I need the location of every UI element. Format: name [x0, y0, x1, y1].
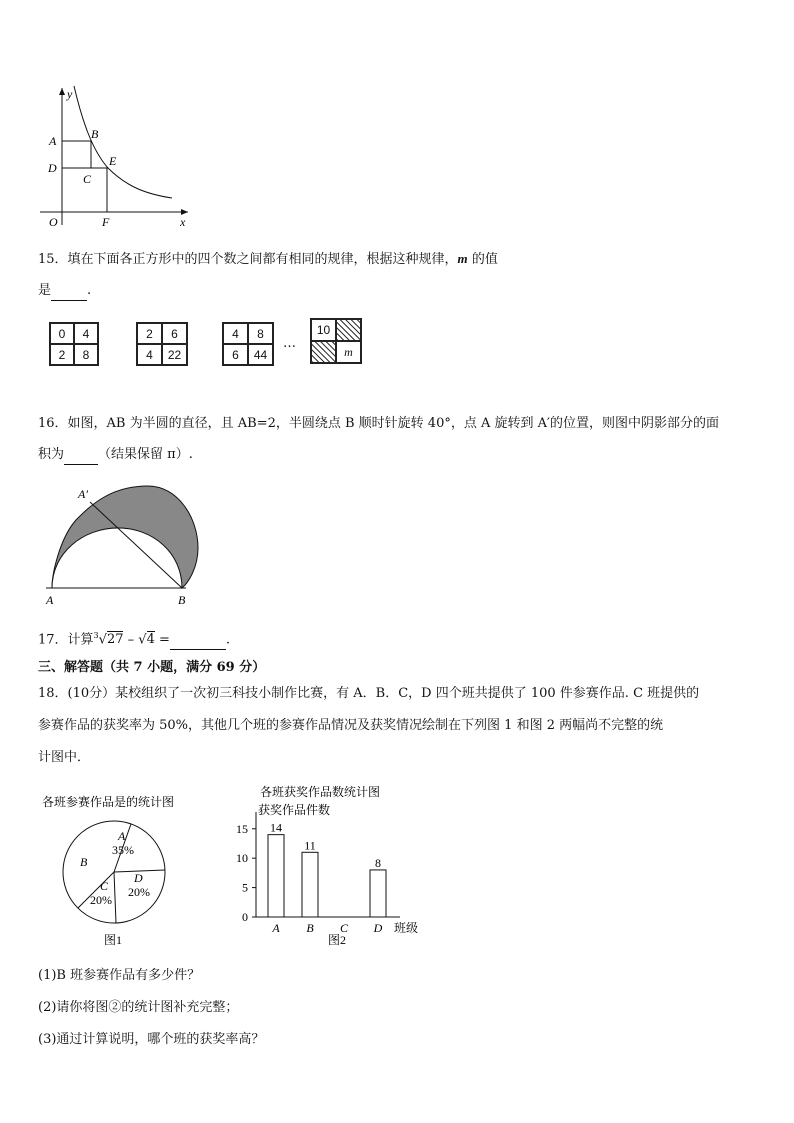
q16-line2: [38, 445, 193, 465]
bar-value-label-B: 11: [304, 838, 316, 853]
fig14-label-F: F: [102, 215, 110, 229]
q15-var-m: m: [457, 251, 468, 266]
bar-chart-figure: [228, 782, 428, 952]
fig14-label-D: D: [48, 161, 57, 175]
q15-line2: [38, 281, 91, 301]
square-cell: 0: [50, 323, 74, 344]
bar-chart-title: 各班获奖作品数统计图: [260, 785, 381, 799]
bar-chart-xlabel: 班级: [394, 921, 419, 935]
pie-chart-figure: [38, 792, 208, 952]
q18-sub1: (1)B 班参赛作品有多少件？: [38, 968, 201, 983]
bar-D: [370, 870, 386, 917]
q16-line2-text: 积为: [38, 447, 65, 462]
q16-line2-end: （结果保留 π）.: [98, 447, 193, 462]
q15-line2-text: 是: [38, 283, 52, 298]
square-cell: 8: [74, 344, 98, 365]
fig14-label-E: E: [109, 154, 117, 168]
bar-A: [268, 835, 284, 917]
q17-minus: –: [127, 632, 135, 648]
square-cell: 8: [248, 323, 273, 344]
y-tick-label: 0: [242, 910, 248, 924]
x-category-label-C: C: [339, 921, 349, 935]
q18-line1: 18．(10分）某校组织了一次初三科技小制作比赛，有 A．B．C，D 四个班共提供了 100 件参赛作品. C 班提供的: [38, 686, 700, 701]
q17-equals: =: [158, 632, 170, 648]
q15-ellipsis: …: [283, 336, 296, 351]
square-cell: 10: [311, 319, 336, 341]
q16-semicircle-figure: [38, 478, 208, 608]
q17-line: [38, 626, 230, 650]
q17-answer-blank[interactable]: [170, 635, 226, 650]
q15-square-1: [49, 322, 99, 366]
q15-line2-end: .: [87, 283, 92, 298]
bar-chart-caption: 图2: [328, 933, 347, 947]
fig14-label-B: B: [91, 127, 99, 141]
pie-caption: 图1: [104, 933, 123, 947]
q17-root-index: 3: [93, 631, 99, 640]
x-category-label-D: D: [373, 921, 383, 935]
bar-value-label-A: 14: [270, 820, 282, 835]
q15-text-end: 的值: [471, 252, 498, 267]
pie-label-B: B: [80, 855, 88, 869]
q18-line3: 计图中．: [38, 750, 91, 765]
pie-label-C: C: [100, 879, 109, 893]
fig14-label-O: O: [49, 215, 58, 229]
pie-label-D: D: [134, 871, 143, 885]
fig14-label-C: C: [83, 172, 92, 186]
q16-label-A: A: [46, 593, 54, 607]
q16-answer-blank[interactable]: [64, 450, 98, 465]
x-category-label-A: A: [272, 921, 280, 935]
q16-label-B: B: [178, 593, 186, 607]
square-cell: 2: [50, 344, 74, 365]
fig14-label-y: y: [67, 87, 73, 101]
q15-answer-blank[interactable]: [51, 286, 87, 301]
y-tick-label: 10: [236, 851, 248, 866]
q15-square-3: [222, 322, 274, 366]
bar-chart-ylabel: 获奖作品件数: [258, 803, 331, 817]
square-cell: 4: [223, 323, 248, 344]
square-cell: 44: [248, 344, 273, 365]
q15-text: 15．填在下面各正方形中的四个数之间都有相同的规律，根据这种规律，: [38, 252, 458, 267]
square-cell-m: m: [336, 341, 361, 363]
square-cell-hatched: [311, 341, 336, 363]
square-cell-hatched: [336, 319, 361, 341]
y-tick-label: 5: [242, 880, 248, 895]
section-3-heading: 三、解答题（共 7 小题，满分 69 分）: [38, 660, 266, 675]
square-cell: 2: [137, 323, 162, 344]
fig14-hyperbola-figure: [30, 80, 200, 232]
pie-label-A: A: [118, 829, 126, 843]
square-cell: 6: [223, 344, 248, 365]
y-tick-label: 15: [236, 821, 248, 836]
square-cell: 6: [162, 323, 187, 344]
q15-square-4: [310, 318, 362, 364]
q15-line1: [38, 249, 498, 270]
q17-prefix: 17．计算: [38, 632, 94, 648]
square-cell: 22: [162, 344, 187, 365]
q16-line1: 16．如图，AB 为半圆的直径，且 AB=2，半圆绕点 B 顺时针旋转 40°，点 A 旋转到 A′的位置，则图中阴影部分的面: [38, 416, 719, 431]
x-category-label-B: B: [306, 921, 314, 935]
q17-radicand-2: 4: [146, 632, 155, 648]
square-cell: 4: [74, 323, 98, 344]
q17-end: .: [225, 632, 231, 648]
q18-sub2: (2)请你将图②的统计图补充完整；: [38, 1000, 239, 1015]
q18-sub3: (3)通过计算说明，哪个班的获奖率高？: [38, 1032, 265, 1047]
bar-value-label-D: 8: [375, 855, 381, 870]
pie-title: 各班参赛作品是的统计图: [42, 795, 175, 809]
bar-B: [302, 852, 318, 917]
q16-label-A-prime: A′: [78, 487, 88, 501]
fig14-label-A: A: [49, 134, 57, 148]
pie-label-A-pct: 35%: [112, 843, 134, 857]
q17-radicand-1: 27: [106, 632, 124, 648]
square-cell: 4: [137, 344, 162, 365]
fig14-label-x: x: [180, 215, 186, 229]
pie-label-C-pct: 20%: [90, 893, 112, 907]
q17-radical-sign-2: √: [138, 632, 147, 648]
q15-square-2: [136, 322, 188, 366]
q17-radical-sign: √: [98, 632, 107, 648]
q18-line2: 参赛作品的获奖率为 50%，其他几个班的参赛作品情况及获奖情况绘制在下列图 1 和图 2 两幅尚不完整的统: [38, 718, 664, 733]
pie-label-D-pct: 20%: [128, 885, 150, 899]
